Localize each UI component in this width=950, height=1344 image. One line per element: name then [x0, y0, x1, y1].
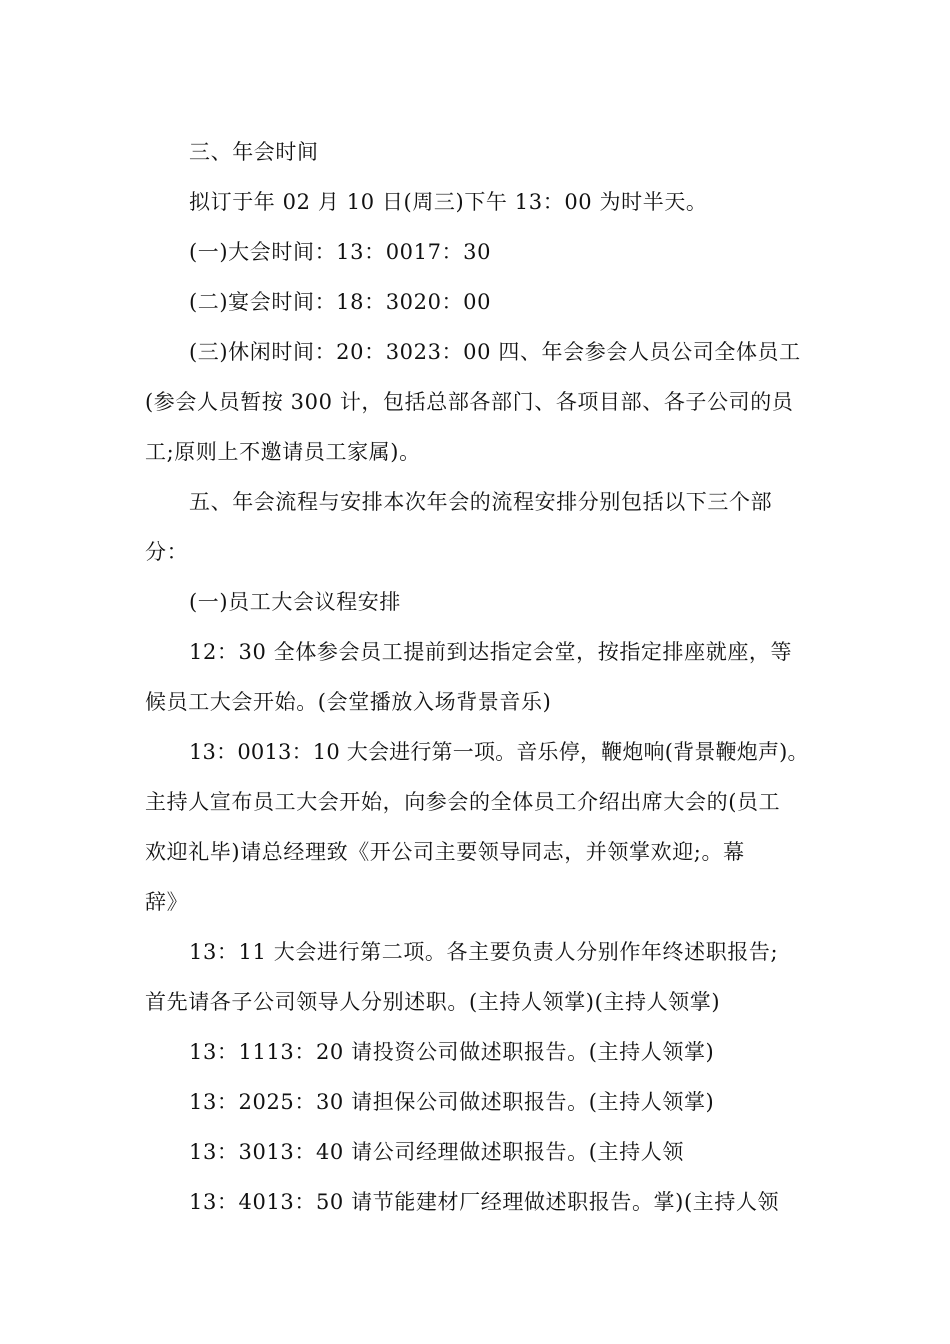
- section-heading-time: 三、年会时间: [189, 140, 319, 164]
- paragraph-line: 13：0013：10 大会进行第一项。音乐停，鞭炮响(背景鞭炮声)。: [189, 740, 809, 764]
- paragraph-line: (二)宴会时间：18：3020：00: [189, 290, 492, 314]
- subsection-heading: (一)员工大会议程安排: [189, 590, 401, 614]
- paragraph-line: (参会人员暂按 300 计，包括总部各部门、各项目部、各子公司的员: [145, 390, 794, 414]
- paragraph-line: 工;原则上不邀请员工家属)。: [145, 440, 421, 464]
- paragraph-line: (三)休闲时间：20：3023：00 四、年会参会人员公司全体员工: [189, 340, 801, 364]
- paragraph-line: 13：11 大会进行第二项。各主要负责人分别作年终述职报告;: [189, 940, 779, 964]
- paragraph-line: 首先请各子公司领导人分别述职。(主持人领掌)(主持人领掌): [145, 990, 721, 1014]
- paragraph-line: 13：2025：30 请担保公司做述职报告。(主持人领掌): [189, 1090, 715, 1114]
- paragraph-line: 12：30 全体参会员工提前到达指定会堂，按指定排座就座，等: [189, 640, 793, 664]
- paragraph-line: 13：3013：40 请公司经理做述职报告。(主持人领: [189, 1140, 684, 1164]
- paragraph-line: 主持人宣布员工大会开始，向参会的全体员工介绍出席大会的(员工: [145, 790, 781, 814]
- paragraph-line: 分：: [145, 540, 189, 564]
- paragraph-line: 欢迎礼毕)请总经理致《开公司主要领导同志，并领掌欢迎;。幕: [145, 840, 745, 864]
- paragraph-line: 13：1113：20 请投资公司做述职报告。(主持人领掌): [189, 1040, 715, 1064]
- paragraph-line: 候员工大会开始。(会堂播放入场背景音乐): [145, 690, 552, 714]
- paragraph-line: (一)大会时间：13：0017：30: [189, 240, 492, 264]
- paragraph-line: 五、年会流程与安排本次年会的流程安排分别包括以下三个部: [189, 490, 773, 514]
- paragraph-line: 13：4013：50 请节能建材厂经理做述职报告。掌)(主持人领: [189, 1190, 780, 1214]
- paragraph-line: 拟订于年 02 月 10 日(周三)下午 13：00 为时半天。: [189, 190, 708, 214]
- paragraph-line: 辞》: [145, 890, 189, 914]
